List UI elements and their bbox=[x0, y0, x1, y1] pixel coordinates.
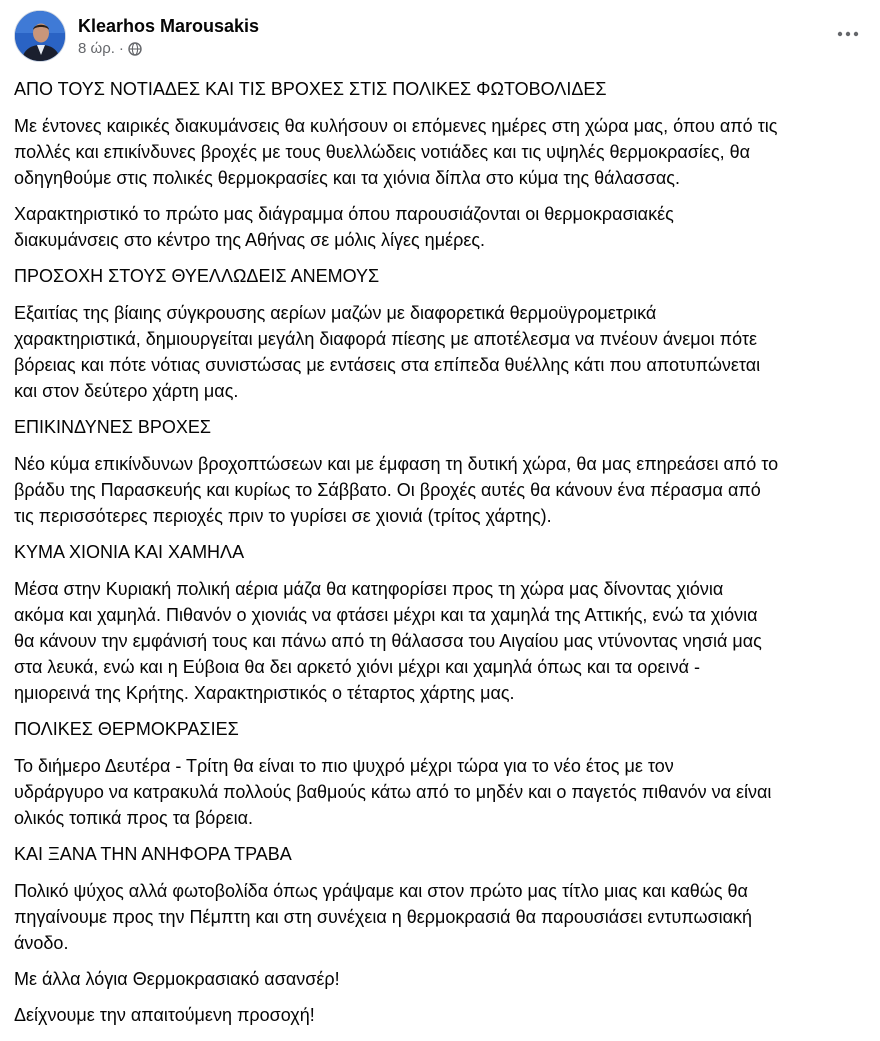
paragraph: Πολικό ψύχος αλλά φωτοβολίδα όπως γράψαμε και στον πρώτο μας τίτλο μιας και καθώς θα πηγαίνουμε προς την Πέμπτη και στη συνέχεια η θερμοκρασιά θα παρουσιάσει εντυπωσιακή άνοδο. bbox=[14, 881, 753, 953]
section-heading: ΠΡΟΣΟΧΗ ΣΤΟΥΣ ΘΥΕΛΛΩΔΕΙΣ ΑΝΕΜΟΥΣ bbox=[14, 266, 380, 286]
post-timestamp[interactable]: 8 ώρ. bbox=[78, 40, 115, 57]
section-heading: ΑΠΟ ΤΟΥΣ ΝΟΤΙΑΔΕΣ ΚΑΙ ΤΙΣ ΒΡΟΧΕΣ ΣΤΙΣ ΠΟΛΙΚΕΣ ΦΩΤΟΒΟΛΙΔΕΣ bbox=[14, 79, 607, 99]
author-name[interactable]: Klearhos Marousakis bbox=[78, 16, 260, 36]
section-heading: ΕΠΙΚΙΝΔΥΝΕΣ ΒΡΟΧΕΣ bbox=[14, 417, 211, 437]
post-meta bbox=[78, 15, 259, 57]
avatar[interactable] bbox=[14, 10, 66, 62]
post-subline bbox=[78, 40, 259, 57]
more-options-icon[interactable] bbox=[830, 22, 866, 46]
paragraph: Νέο κύμα επικίνδυνων βροχοπτώσεων και με έμφαση τη δυτική χώρα, θα μας επηρεάσει από το βράδυ της Παρασκευής και κυρίως το Σάββατο. Οι βροχές αυτές θα κάνουν ένα πέρασμα από τις περισσότερες περιοχές πριν το γυρίσει σε χιονιά (τρίτος χάρτης). bbox=[14, 454, 779, 526]
paragraph: Με άλλα λόγια Θερμοκρασιακό ασανσέρ! bbox=[14, 969, 340, 989]
section-heading: ΠΟΛΙΚΕΣ ΘΕΡΜΟΚΡΑΣΙΕΣ bbox=[14, 719, 239, 739]
paragraph: Δείχνουμε την απαιτούμενη προσοχή! bbox=[14, 1005, 315, 1025]
paragraph: Μέσα στην Κυριακή πολική αέρια μάζα θα κατηφορίσει προς τη χώρα μας δίνοντας χιόνια ακόμα και χαμηλά. Πιθανόν ο χιονιάς να φτάσει μέχρι και τα χαμηλά της Αττικής, ενώ τα χιόνια θα κάνουν την εμφάνισή τους και πάνω από τη θάλασσα του Αιγαίου μας ντύνοντας νησιά μας στα λευκά, ενώ και η Εύβοια θα δει αρκετό χιόνι μέχρι και χαμηλά όπως και τα ορεινά - ημιορεινά της Κρήτης. Χαρακτηριστικός ο τέταρτος χάρτης μας. bbox=[14, 579, 762, 703]
post-content bbox=[14, 76, 866, 1038]
paragraph: Με έντονες καιρικές διακυμάνσεις θα κυλήσουν οι επόμενες ημέρες στη χώρα μας, όπου από τις πολλές και επικίνδυνες βροχές με τους θυελλώδεις νοτιάδες και τις υψηλές θερμοκρασίες, θα οδηγηθούμε στις πολικές θερμοκρασίες και τα χιόνια δίπλα στο κύμα της θάλασσας. bbox=[14, 116, 778, 188]
separator-dot: · bbox=[118, 40, 124, 57]
avatar-image bbox=[15, 11, 66, 62]
globe-icon[interactable] bbox=[128, 42, 142, 56]
paragraph: Εξαιτίας της βίαιης σύγκρουσης αερίων μαζών με διαφορετικά θερμοϋγρομετρικά χαρακτηριστικά, δημιουργείται μεγάλη διαφορά πίεσης με αποτέλεσμα να πνέουν άνεμοι πότε βόρειας και πότε νότιας συνιστώσας με εντάσεις στα επίπεδα θυέλλης κάτι που αποτυπώνεται και στον δεύτερο χάρτη μας. bbox=[14, 303, 761, 401]
paragraph: Το διήμερο Δευτέρα - Τρίτη θα είναι το πιο ψυχρό μέχρι τώρα για το νέο έτος με τον υδράργυρο να κατρακυλά πολλούς βαθμούς κάτω από το μηδέν και ο παγετός πιθανόν να είναι ολικός τοπικά προς τα βόρεια. bbox=[14, 756, 772, 828]
post-header bbox=[14, 10, 259, 62]
section-heading: ΚΥΜΑ ΧΙΟΝΙΑ ΚΑΙ ΧΑΜΗΛΑ bbox=[14, 542, 245, 562]
paragraph: Χαρακτηριστικό το πρώτο μας διάγραμμα όπου παρουσιάζονται οι θερμοκρασιακές διακυμάνσεις στο κέντρο της Αθήνας σε μόλις λίγες ημέρες. bbox=[14, 204, 674, 250]
section-heading: ΚΑΙ ΞΑΝΑ ΤΗΝ ΑΝΗΦΟΡΑ ΤΡΑΒΑ bbox=[14, 844, 292, 864]
